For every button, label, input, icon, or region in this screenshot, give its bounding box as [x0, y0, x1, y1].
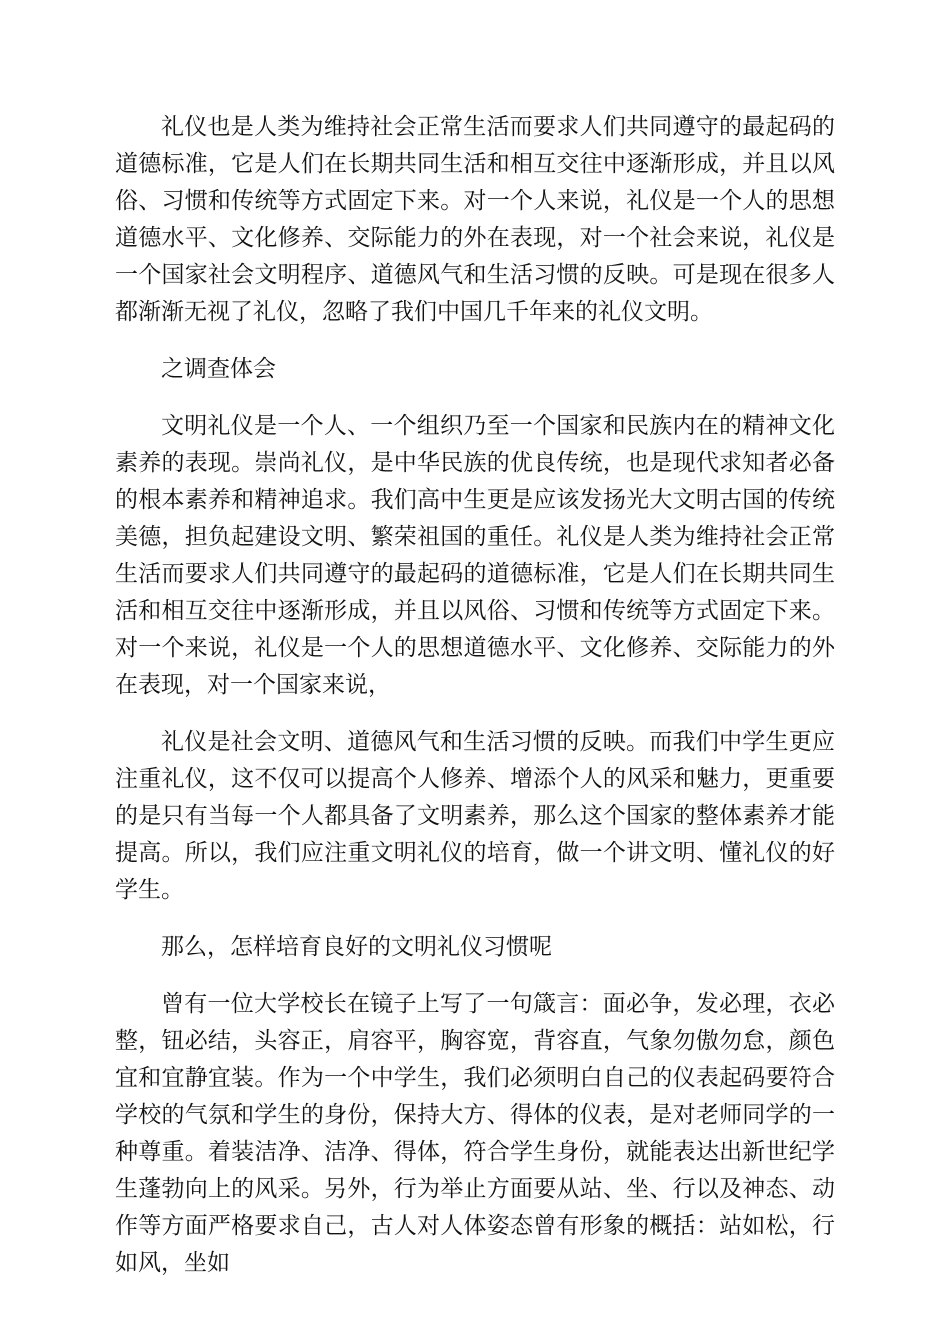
section-heading-how-to-cultivate: 那么，怎样培育良好的文明礼仪习惯呢 — [161, 934, 552, 960]
paragraph-etiquette-standard: 礼仪也是人类为维持社会正常生活而要求人们共同遵守的最起码的道德标准，它是人们在长期共同生活和相互交往中逐渐形成，并且以风俗、习惯和传统等方式固定下来。对一个人来说，礼仪是一个人的思想道德水平、文化修养、交际能力的外在表现，对一个社会来说，礼仪是一个国家社会文明程序、道德风气和生活习惯的反映。可是现在很多人都渐渐无视了礼仪，忽略了我们中国几千年来的礼仪文明。 — [115, 114, 835, 325]
document-page — [115, 109, 835, 1302]
section-heading-survey: 之调查体会 — [161, 356, 276, 382]
paragraph-civilized-etiquette: 文明礼仪是一个人、一个组织乃至一个国家和民族内在的精神文化素养的表现。崇尚礼仪，是中华民族的优良传统，也是现代求知者必备的根本素养和精神追求。我们高中生更是应该发扬光大文明古国的传统美德，担负起建设文明、繁荣祖国的重任。礼仪是人类为维持社会正常生活而要求人们共同遵守的最起码的道德标准，它是人们在长期共同生活和相互交往中逐渐形成，并且以风俗、习惯和传统等方式固定下来。对一个来说，礼仪是一个人的思想道德水平、文化修养、交际能力的外在表现，对一个国家来说， — [115, 413, 835, 698]
paragraph-university-motto: 曾有一位大学校长在镜子上写了一句箴言：面必争，发必理，衣必整，钮必结，头容正，肩容平，胸容宽，背容直，气象勿傲勿怠，颜色宜和宜静宜装。作为一个中学生，我们必须明白自己的仪表起码要符合学校的气氛和学生的身份，保持大方、得体的仪表，是对老师同学的一种尊重。着装洁净、洁净、得体，符合学生身份，就能表达出新世纪学生蓬勃向上的风采。另外，行为举止方面要从站、坐、行以及神态、动作等方面严格要求自己，古人对人体姿态曾有形象的概括：站如松，行如风，坐如 — [115, 991, 835, 1276]
paragraph-students-etiquette: 礼仪是社会文明、道德风气和生活习惯的反映。而我们中学生更应注重礼仪，这不仅可以提高个人修养、增添个人的风采和魅力，更重要的是只有当每一个人都具备了文明素养，那么这个国家的整体素养才能提高。所以，我们应注重文明礼仪的培育，做一个讲文明、懂礼仪的好学生。 — [115, 729, 835, 903]
